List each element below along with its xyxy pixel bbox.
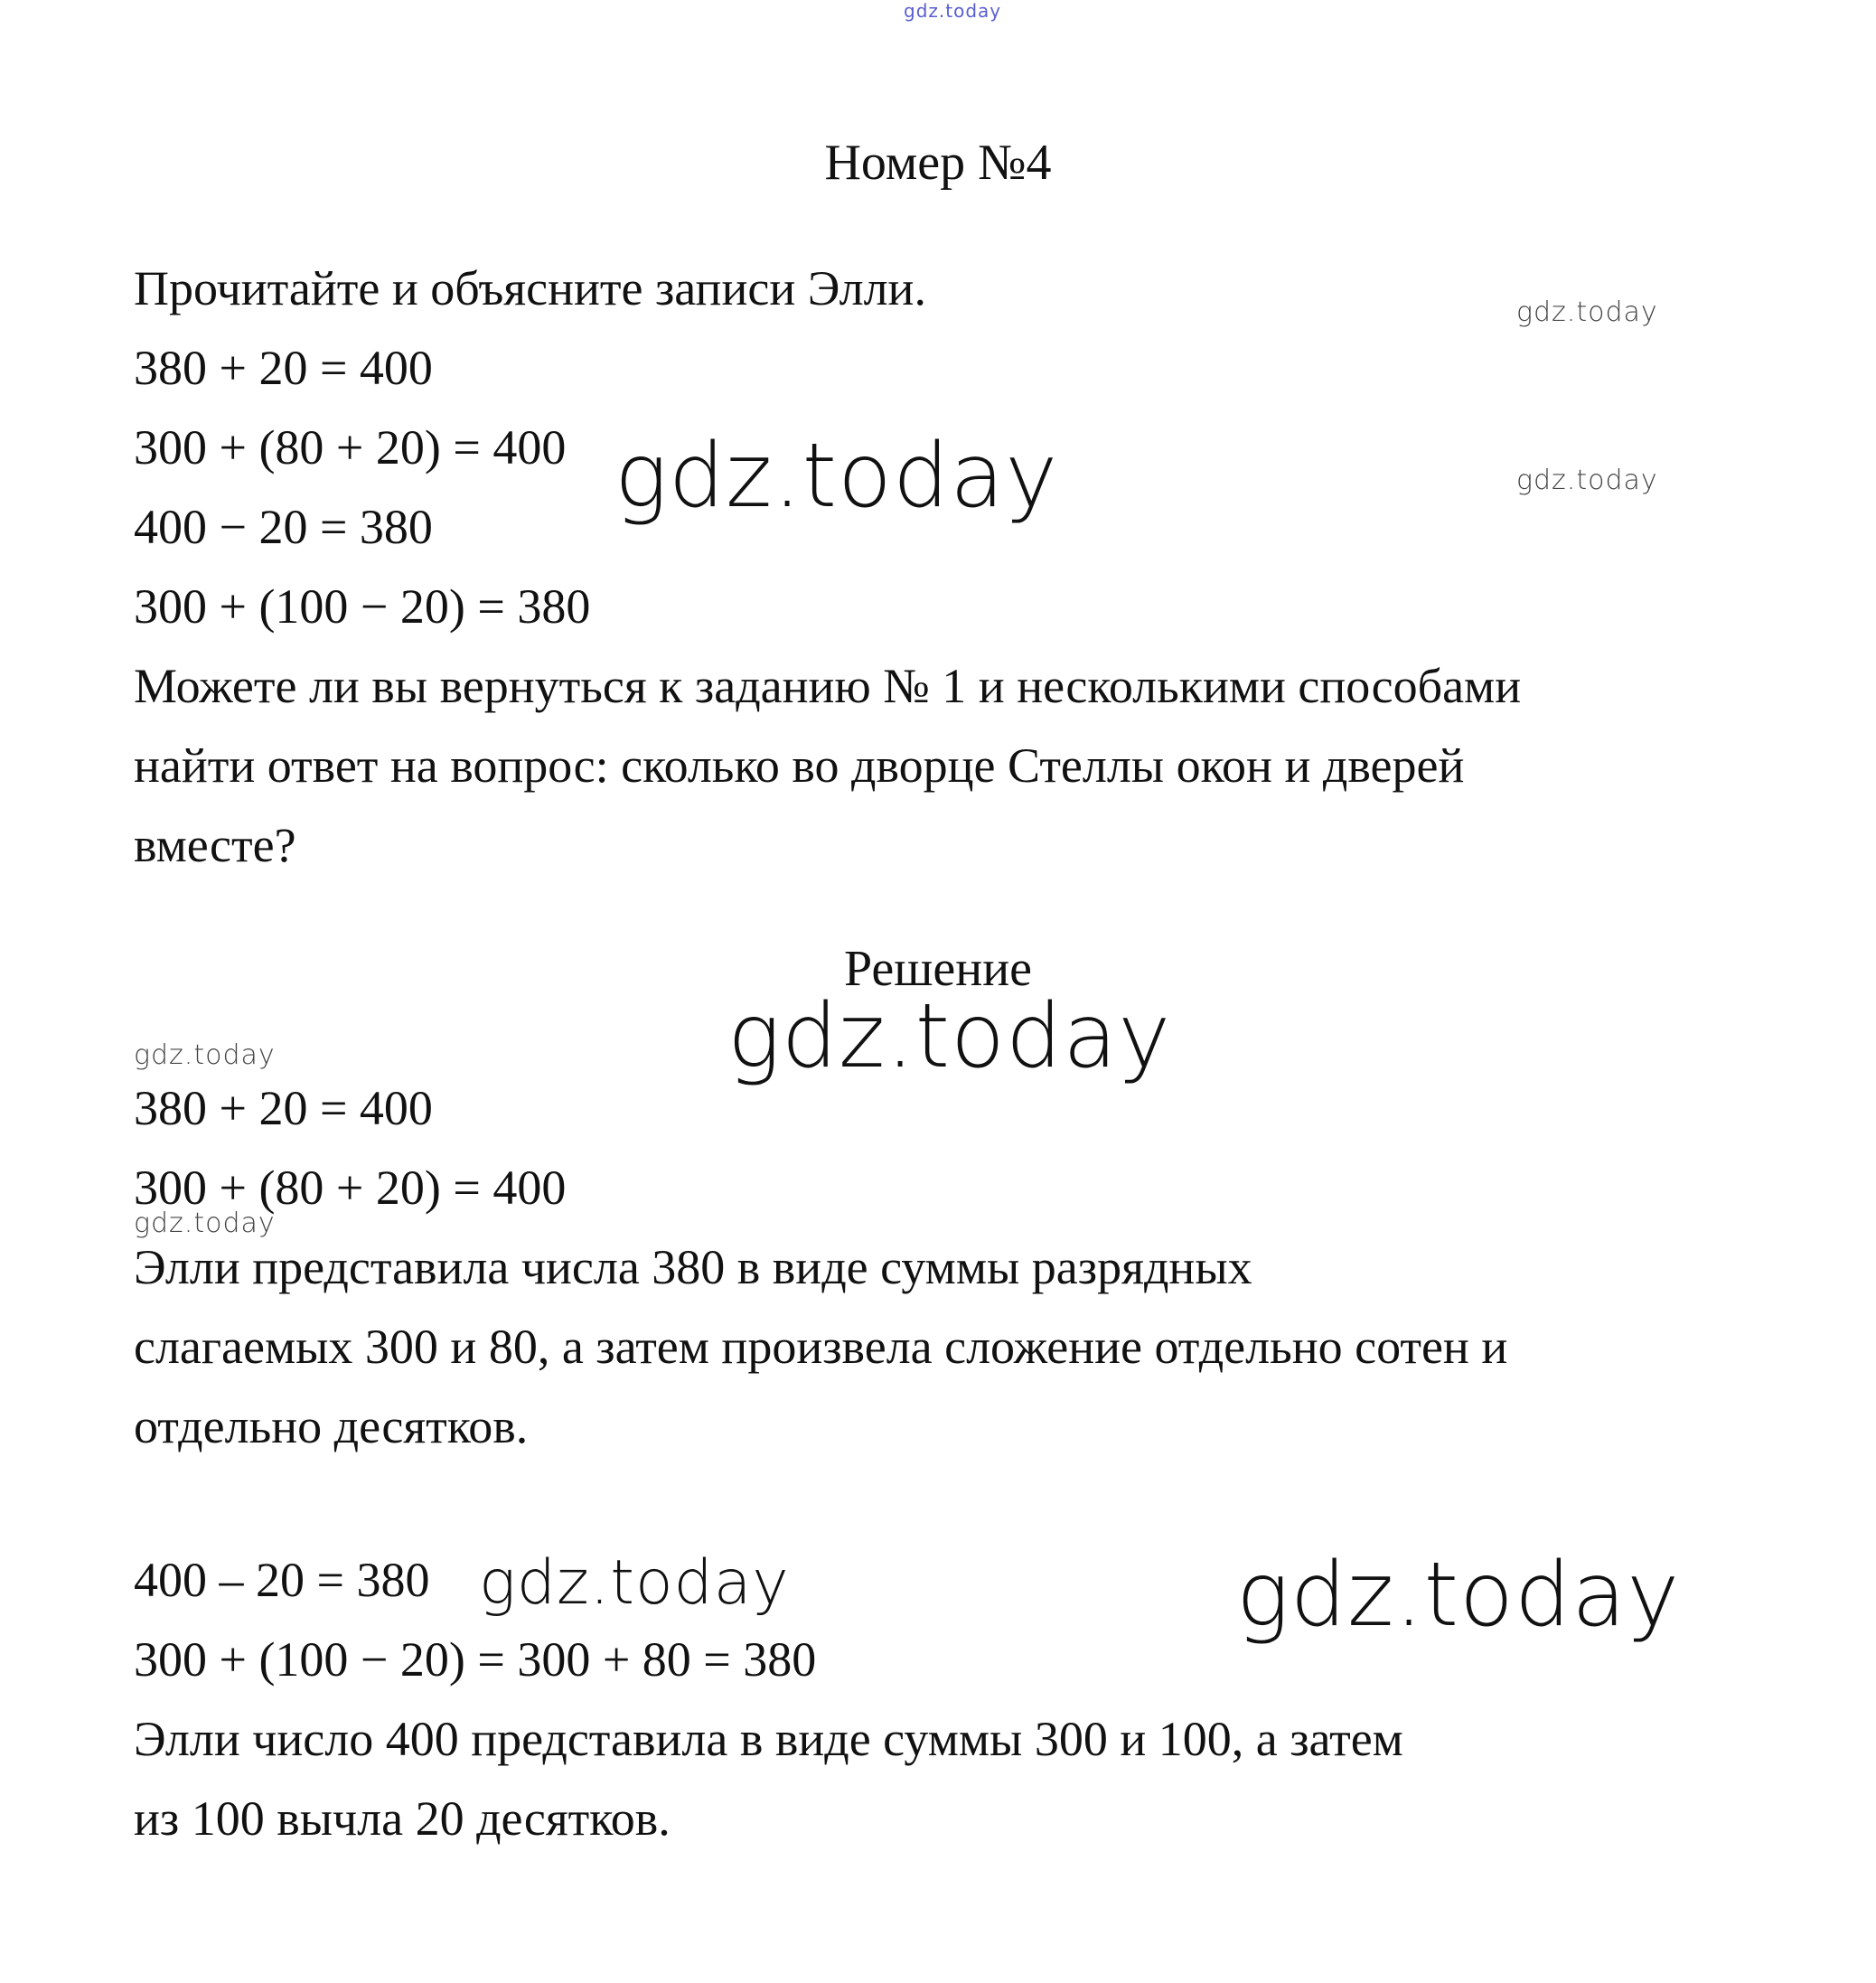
problem-equation: 300 + (100 − 20) = 380: [134, 579, 591, 634]
watermark: gdz.today: [134, 1039, 276, 1071]
question-line: вместе?: [134, 818, 296, 872]
problem-prompt: Прочитайте и объясните записи Элли.: [134, 261, 926, 315]
explanation-line: отдельно десятков.: [134, 1399, 529, 1453]
problem-equation: 300 + (80 + 20) = 400: [134, 420, 567, 475]
problem-title: Номер №4: [824, 135, 1052, 191]
explanation-line: из 100 вычла 20 десятков.: [134, 1791, 671, 1846]
solution-equation: 300 + (100 − 20) = 300 + 80 = 380: [134, 1632, 817, 1687]
solution-equation: 380 + 20 = 400: [134, 1081, 433, 1135]
watermark-large: gdz.today: [727, 985, 1172, 1088]
question-line: Можете ли вы вернуться к заданию № 1 и несколькими способами: [134, 659, 1522, 713]
solution-equation: 300 + (80 + 20) = 400: [134, 1161, 567, 1215]
watermark: gdz.today: [1516, 296, 1658, 328]
problem-block: [134, 249, 1521, 885]
watermark-top: gdz.today: [904, 0, 1002, 22]
watermark: gdz.today: [1516, 465, 1658, 496]
watermark-medium: gdz.today: [479, 1547, 790, 1619]
watermark: gdz.today: [134, 1208, 276, 1239]
solution-heading: Решение: [843, 941, 1033, 997]
problem-equation: 380 + 20 = 400: [134, 341, 433, 395]
explanation-line: Элли представила числа 380 в виде суммы разрядных: [134, 1240, 1252, 1294]
question-line: найти ответ на вопрос: сколько во дворце Стеллы окон и дверей: [134, 738, 1465, 793]
watermark-large: gdz.today: [614, 425, 1059, 528]
solution-equation: 400 – 20 = 380: [134, 1553, 430, 1607]
watermark-large: gdz.today: [1236, 1544, 1681, 1647]
problem-equation: 400 − 20 = 380: [134, 500, 433, 554]
solution-part1: [134, 1068, 1507, 1466]
explanation-line: слагаемых 300 и 80, а затем произвела сложение отдельно сотен и: [134, 1320, 1508, 1374]
explanation-line: Элли число 400 представила в виде суммы 300 и 100, а затем: [134, 1712, 1403, 1766]
